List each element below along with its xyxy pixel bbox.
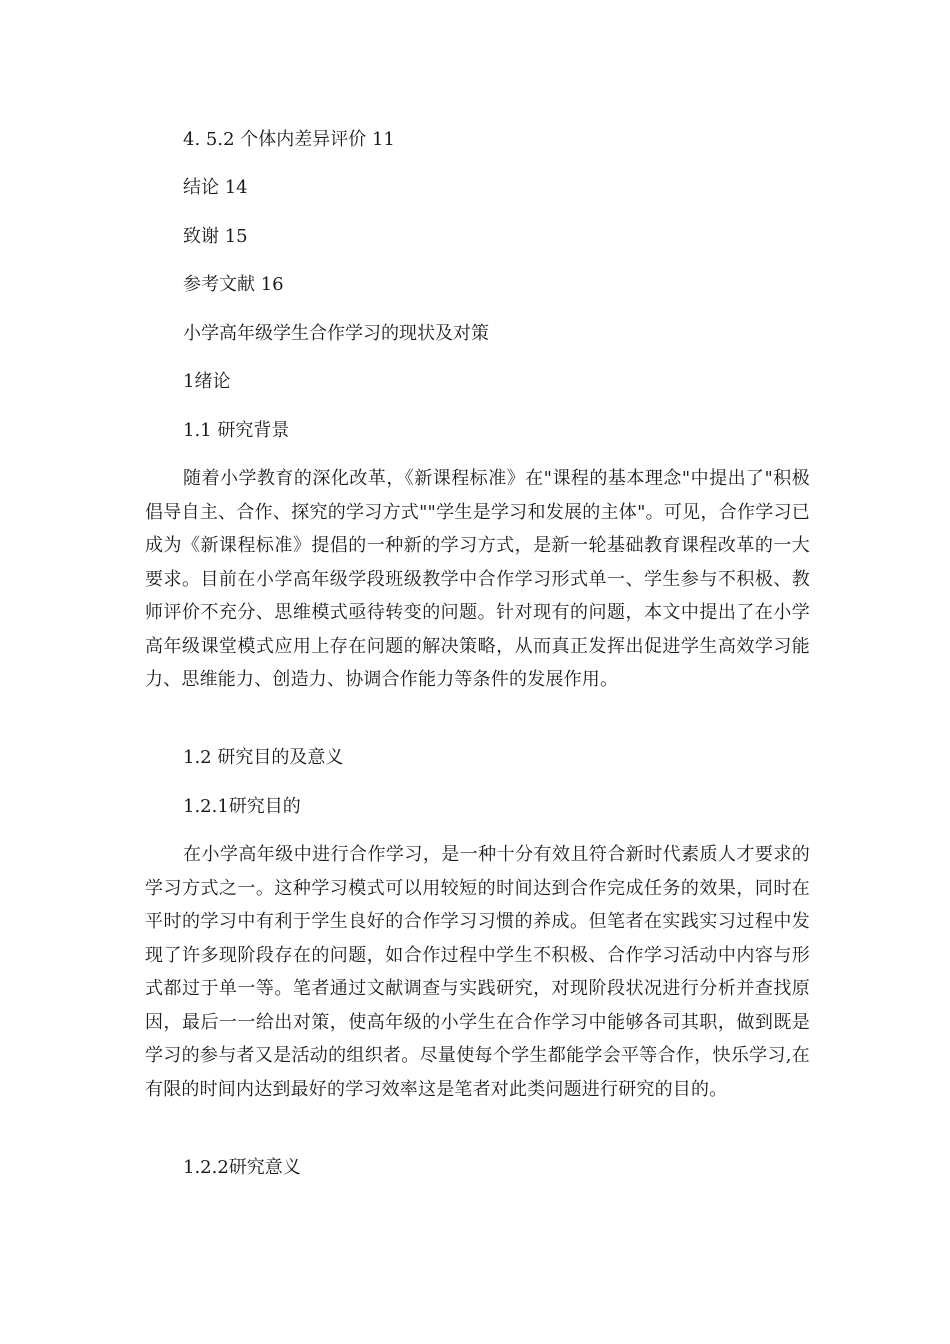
paragraph-research-purpose: 在小学高年级中进行合作学习，是一种十分有效且符合新时代素质人才要求的学习方式之一。这种学习模式可以用较短的时间达到合作完成任务的效果，同时在平时的学习中有利于学生良好的合作学习习惯的养成。但笔者在实践实习过程中发现了许多现阶段存在的问题，如合作过程中学生不积极、合作学习活动中内容与形式都过于单一等。笔者通过文献调查与实践研究，对现阶段状况进行分析并查找原因，最后一一给出对策，使高年级的小学生在合作学习中能够各司其职，做到既是学习的参与者又是活动的组织者。尽量使每个学生都能学会平等合作，快乐学习,在有限的时间内达到最好的学习效率这是笔者对此类问题进行研究的目的。 bbox=[145, 844, 810, 1100]
document-title: 小学高年级学生合作学习的现状及对策 bbox=[183, 323, 489, 344]
toc-item-4-5-2: 4. 5.2 个体内差异评价 11 bbox=[183, 129, 395, 150]
toc-item-references: 参考文献 16 bbox=[183, 274, 284, 295]
toc-item-thanks: 致谢 15 bbox=[183, 226, 248, 247]
toc-item-conclusion: 结论 14 bbox=[183, 177, 248, 198]
section-heading-1-2-2: 1.2.2研究意义 bbox=[183, 1157, 301, 1178]
chapter-heading-1: 1绪论 bbox=[183, 371, 231, 392]
section-heading-1-1: 1.1 研究背景 bbox=[183, 420, 290, 441]
paragraph-research-background: 随着小学教育的深化改革，《新课程标准》在"课程的基本理念"中提出了"积极倡导自主、合作、探究的学习方式""学生是学习和发展的主体"。可见，合作学习已成为《新课程标准》提倡的一种新的学习方式，是新一轮基础教育课程改革的一大要求。目前在小学高年级学段班级教学中合作学习形式单一、学生参与不积极、教师评价不充分、思维模式亟待转变的问题。针对现有的问题，本文中提出了在小学高年级课堂模式应用上存在问题的解决策略，从而真正发挥出促进学生高效学习能力、思维能力、创造力、协调合作能力等条件的发展作用。 bbox=[145, 468, 810, 690]
section-heading-1-2-1: 1.2.1研究目的 bbox=[183, 796, 301, 817]
section-heading-1-2: 1.2 研究目的及意义 bbox=[183, 747, 344, 768]
